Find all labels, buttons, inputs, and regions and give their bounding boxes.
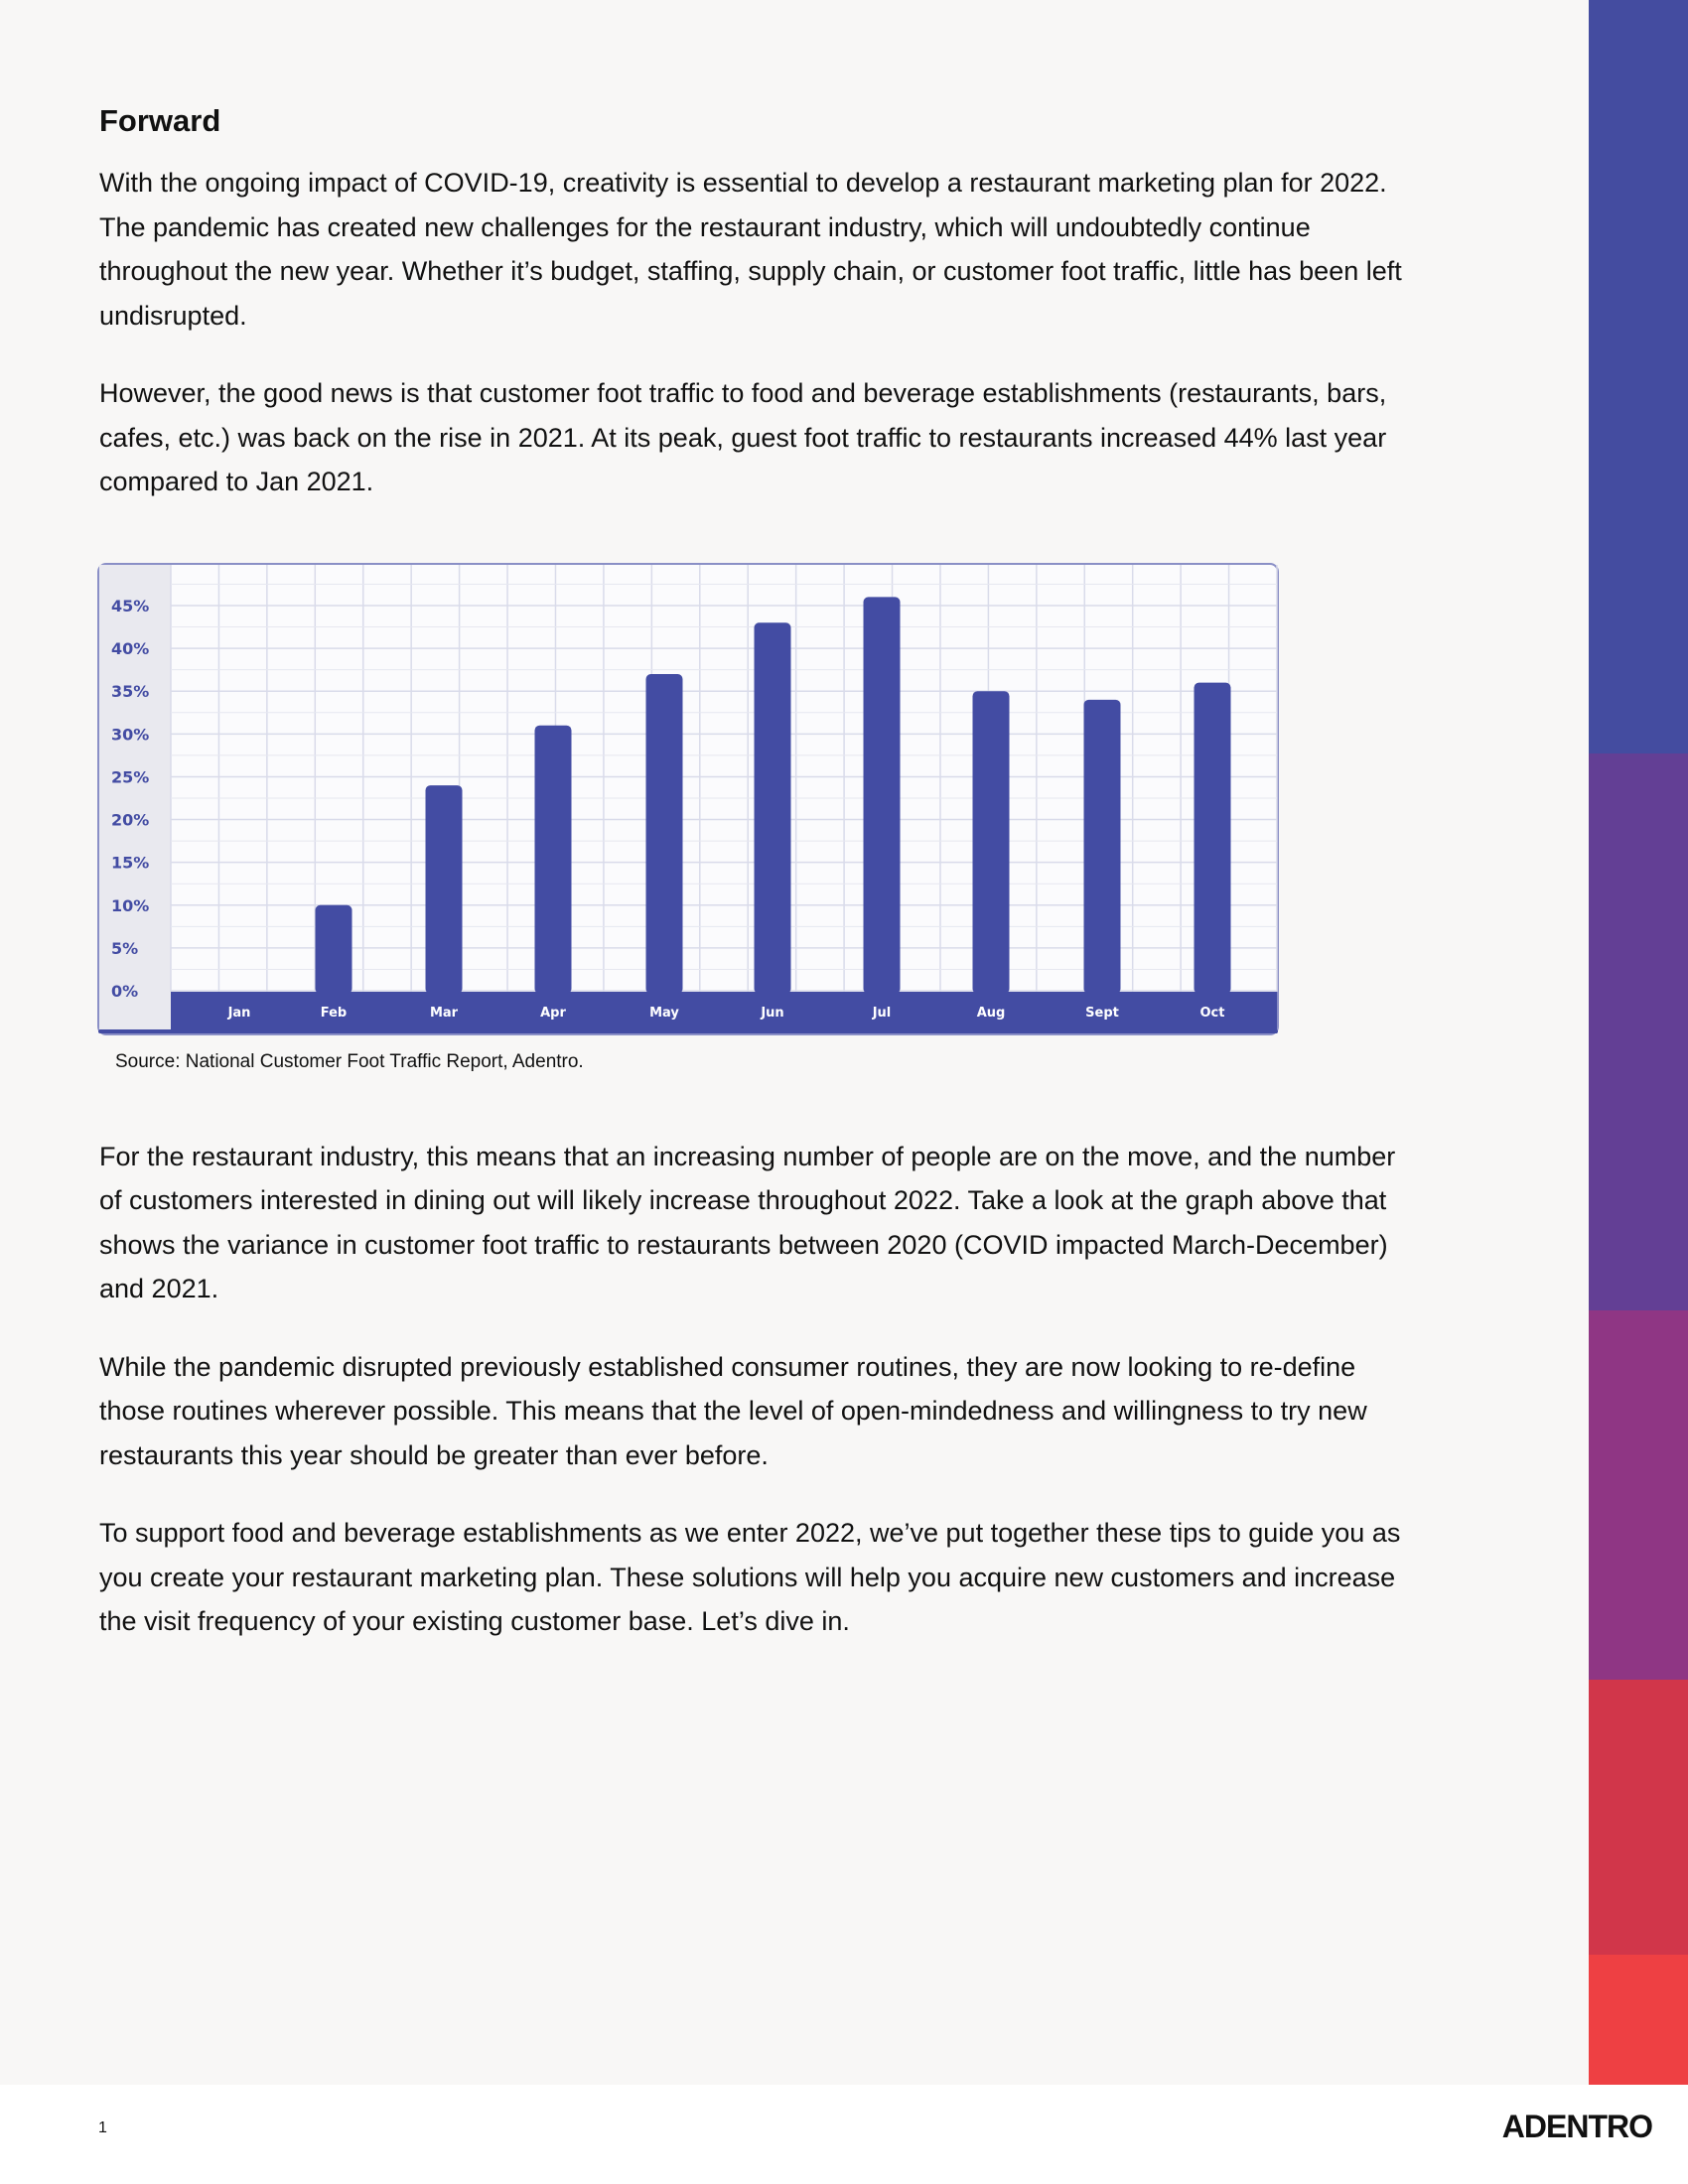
chart-svg bbox=[97, 563, 1279, 1035]
bar-jun bbox=[755, 622, 791, 994]
page-footer bbox=[0, 2085, 1688, 2184]
y-tick-label: 5% bbox=[111, 938, 139, 958]
document-content bbox=[99, 99, 1410, 1678]
side-stripe-indigo bbox=[1589, 753, 1688, 1310]
x-tick-label: Oct bbox=[1199, 1005, 1225, 1021]
chart-bottom-edge bbox=[98, 1029, 1278, 1033]
adentro-logo: ADENTRO bbox=[1501, 2109, 1652, 2144]
paragraph-2: However, the good news is that customer foot traffic to food and beverage establishments (restaurants, bars, cafes, etc.) was back on the rise in 2021. At its peak, guest foot traffic to restaurants increased 44% last year compared to Jan 2021. bbox=[99, 378, 1387, 496]
y-axis-panel bbox=[99, 565, 171, 1033]
page-number: 1 bbox=[98, 2119, 107, 2136]
section-heading: Forward bbox=[99, 103, 221, 138]
x-tick-label: Mar bbox=[429, 1005, 459, 1021]
bar-mar bbox=[426, 785, 463, 994]
y-tick-label: 45% bbox=[111, 596, 150, 615]
x-tick-label: Apr bbox=[540, 1005, 566, 1021]
y-tick-label: 0% bbox=[111, 981, 139, 1001]
x-tick-label: Jun bbox=[761, 1005, 784, 1021]
bar-apr bbox=[535, 725, 572, 993]
paragraph-5: To support food and beverage establishments as we enter 2022, we’ve put together these tips to guide you as you create your restaurant marketing plan. These solutions will help you acquire new customers and increase the visit frequency of your existing customer base. Let’s dive in. bbox=[99, 1518, 1401, 1636]
y-tick-label: 20% bbox=[111, 810, 150, 830]
paragraph-3: For the restaurant industry, this means that an increasing number of people are on the move, and the number of customers interested in dining out will likely increase throughout 2022. Take a look at the graph above that shows the variance in customer foot traffic to restaurants between 2020 (COVID impacted March-December) and 2021. bbox=[99, 1141, 1396, 1303]
side-stripe-magenta bbox=[1589, 1310, 1688, 1680]
x-tick-label: Feb bbox=[320, 1005, 348, 1021]
bar-feb bbox=[316, 904, 352, 993]
bar-sept bbox=[1084, 699, 1121, 993]
x-tick-label: Jan bbox=[227, 1005, 251, 1021]
x-tick-label: Jul bbox=[872, 1005, 892, 1021]
side-stripe-coral bbox=[1589, 1955, 1688, 2085]
chart-source-caption: Source: National Customer Foot Traffic Report, Adentro. bbox=[115, 1050, 584, 1072]
y-tick-label: 40% bbox=[111, 638, 150, 658]
paragraph-1: With the ongoing impact of COVID-19, creativity is essential to develop a restaurant marketing plan for 2022. The pandemic has created new challenges for the restaurant industry, which will undoubtedly continue throughout the new year. Whether it’s budget, staffing, supply chain, or customer foot traffic, little has been left undisrupted. bbox=[99, 168, 1402, 331]
side-stripe-blue bbox=[1589, 0, 1688, 753]
y-tick-label: 15% bbox=[111, 853, 150, 873]
y-tick-label: 30% bbox=[111, 724, 150, 744]
x-tick-label: May bbox=[649, 1005, 679, 1021]
bar-jul bbox=[864, 597, 901, 994]
side-stripe-red bbox=[1589, 1680, 1688, 1955]
foot-traffic-chart bbox=[97, 563, 1279, 1035]
y-tick-label: 35% bbox=[111, 681, 150, 701]
paragraph-4: While the pandemic disrupted previously established consumer routines, they are now looking to re-define those routines wherever possible. This means that the level of open-mindedness and willingness to try new restaurants this year should be greater than ever before. bbox=[99, 1351, 1367, 1470]
y-tick-label: 25% bbox=[111, 766, 150, 786]
x-tick-label: Sept bbox=[1085, 1005, 1119, 1021]
x-tick-label: Aug bbox=[976, 1005, 1006, 1021]
bar-oct bbox=[1195, 682, 1231, 993]
bar-aug bbox=[973, 691, 1010, 994]
bar-may bbox=[646, 673, 683, 993]
y-tick-label: 10% bbox=[111, 895, 150, 915]
